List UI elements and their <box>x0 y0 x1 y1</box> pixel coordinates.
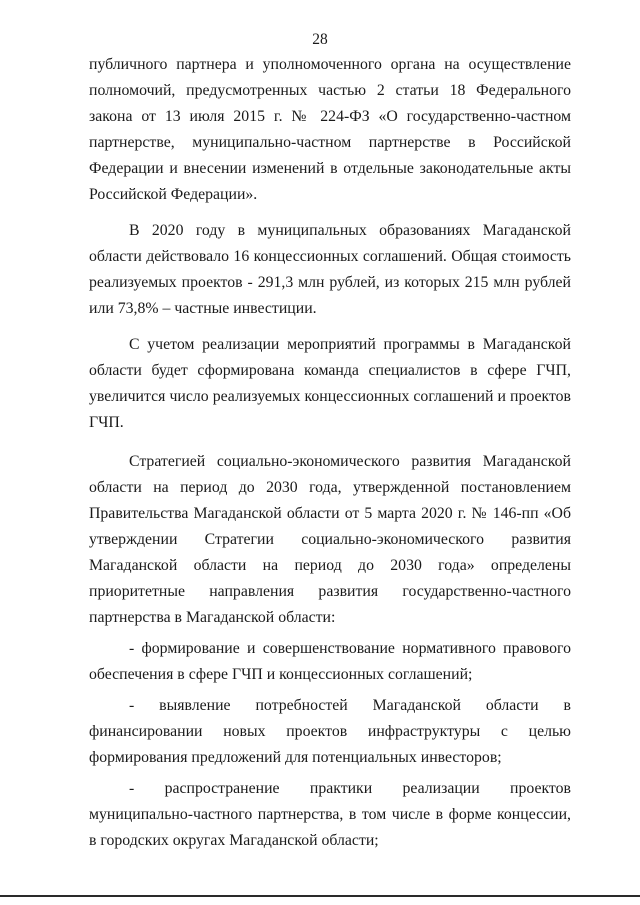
paragraph-strategy-2030: Стратегией социально-экономического развития Магаданской области на период до 2030 года, утвержденной постановлением Правительства Магаданской области от 5 марта 2020 г. № 146-пп «Об утверждении Стратегии социально-экономического развития Магаданской области на период до 2030 года» определены приоритетные направления развития государственно-частного партнерства в Магаданской области: <box>89 453 571 626</box>
paragraph-concessions-2020: В 2020 году в муниципальных образованиях Магаданской области действовало 16 концессионных соглашений. Общая стоимость реализуемых проектов - 291,3 млн рублей, из которых 215 млн рублей или 73,8% – частные инвестиции. <box>89 222 571 317</box>
page-number: 28 <box>312 31 328 48</box>
list-item: - выявление потребностей Магаданской области в финансировании новых проектов инфраструктуры с целью формирования предложений для потенциальных инвесторов; <box>89 697 571 766</box>
bottom-divider <box>0 895 640 897</box>
paragraph-program-team: С учетом реализации мероприятий программы в Магаданской области будет сформирована команда специалистов в сфере ГЧП, увеличится число реализуемых концессионных соглашений и проектов ГЧП. <box>89 336 571 431</box>
paragraph-continuation: публичного партнера и уполномоченного органа на осуществление полномочий, предусмотренных частью 2 статьи 18 Федерального закона от 13 июля 2015 г. № 224-ФЗ «О государственно-частном партнерстве, муниципально-частном партнерстве в Российской Федерации и внесении изменений в отдельные законодательные акты Российской Федерации». <box>89 56 571 203</box>
document-body <box>89 52 571 854</box>
list-item: - распространение практики реализации проектов муниципально-частного партнерства, в том числе в форме концессии, в городских округах Магаданской области; <box>89 780 571 849</box>
list-item: - формирование и совершенствование нормативного правового обеспечения в сфере ГЧП и концессионных соглашений; <box>89 640 571 683</box>
